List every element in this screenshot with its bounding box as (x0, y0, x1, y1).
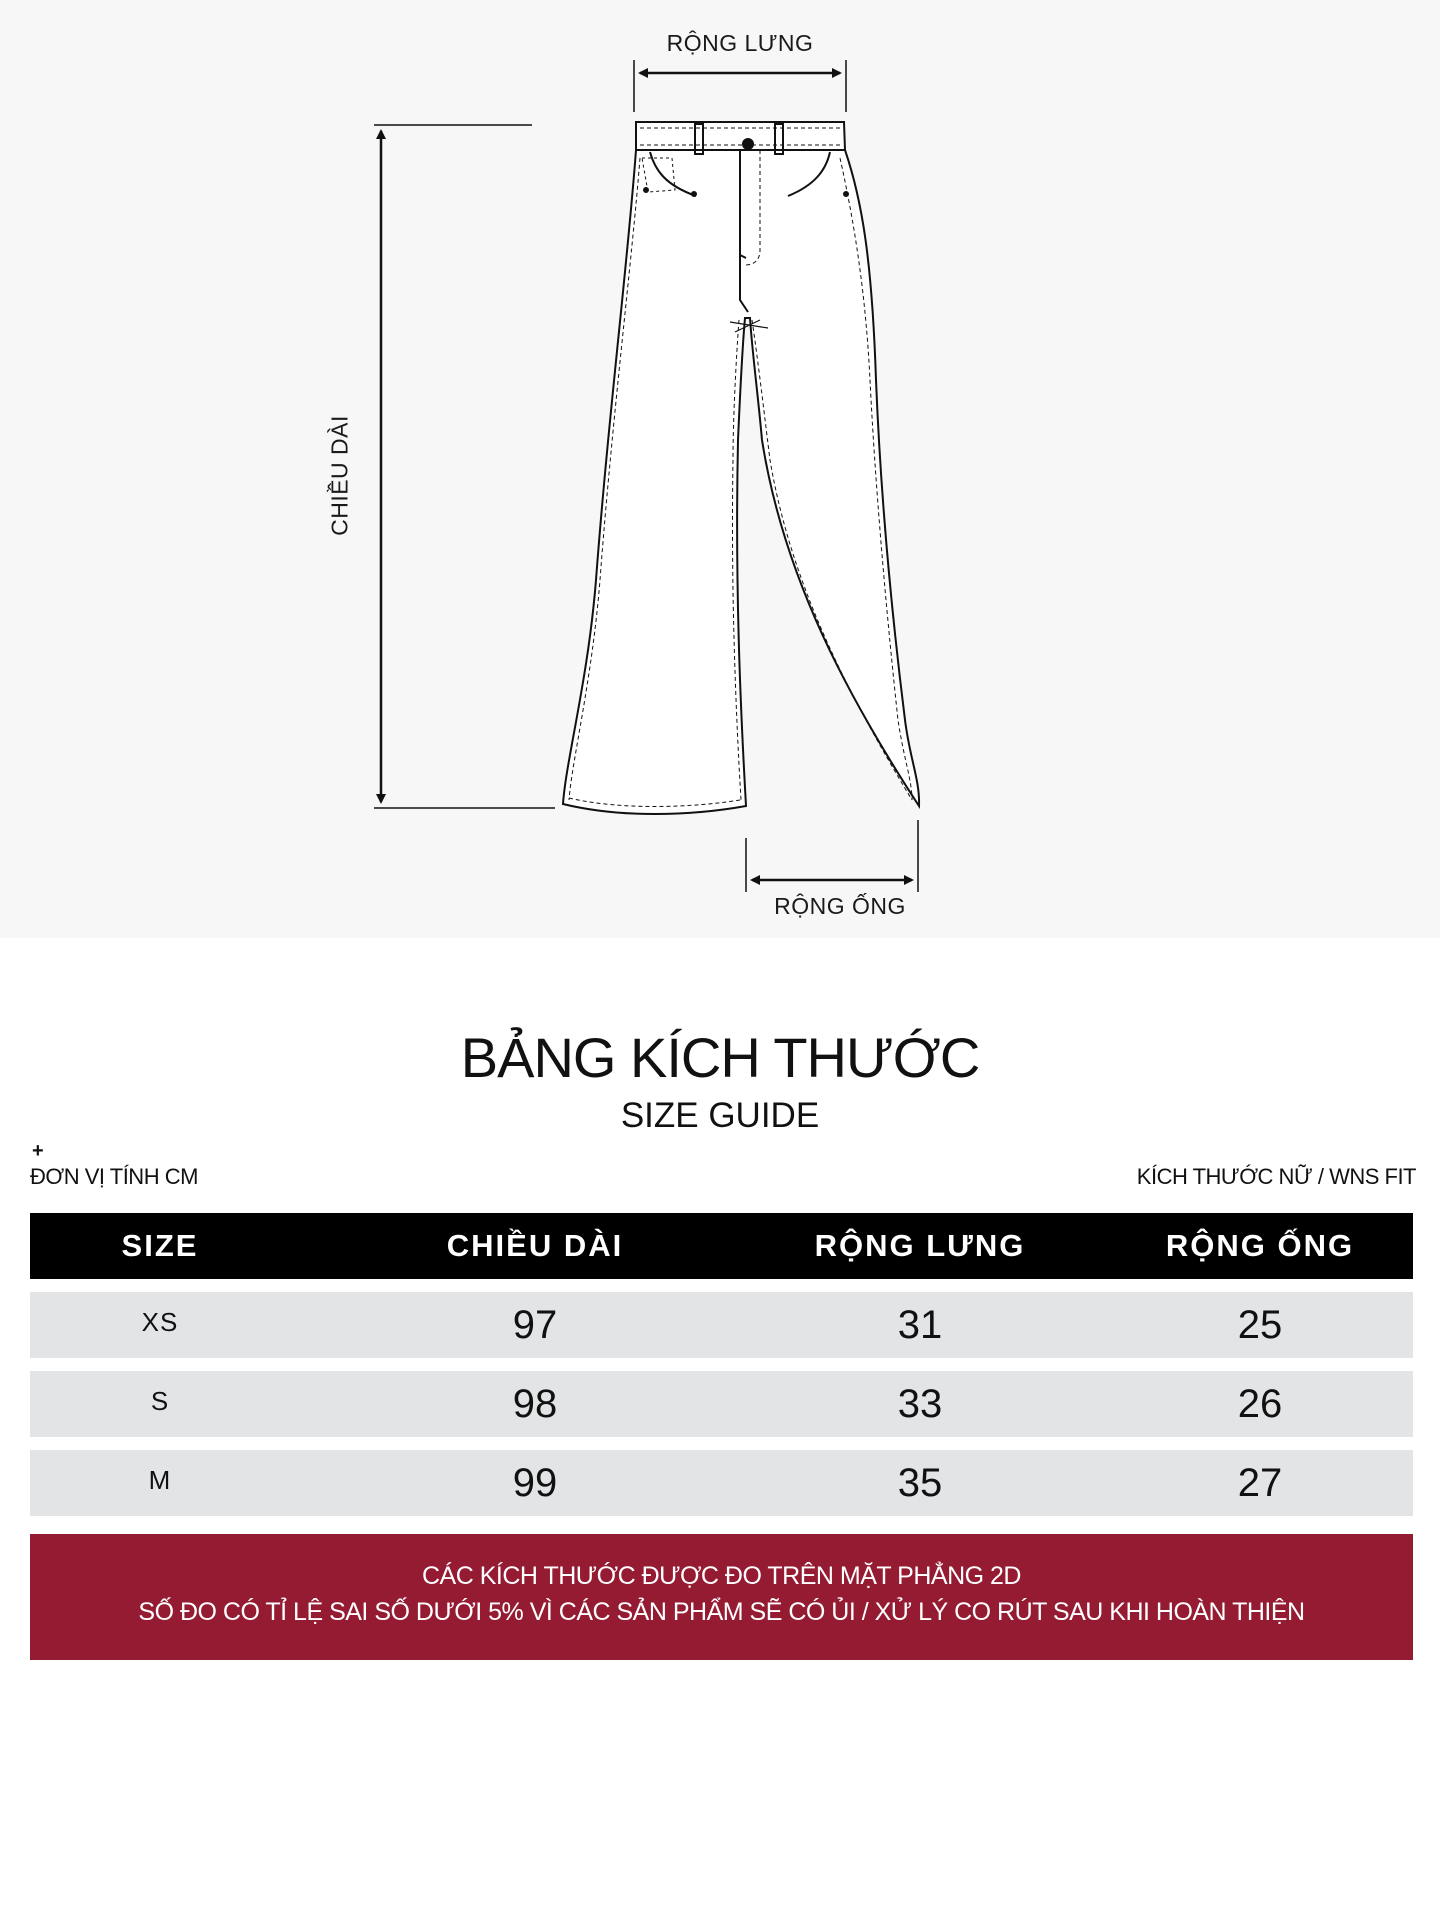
pants-outline (563, 122, 919, 814)
table-row (30, 1450, 1413, 1516)
flare-pants-illustration (0, 0, 1440, 938)
hem-cell: 27 (1237, 1461, 1283, 1505)
unit-label: ĐƠN VỊ TÍNH CM (30, 1164, 198, 1189)
length-label: CHIỀU DÀI (326, 415, 353, 536)
page-title: BẢNG KÍCH THƯỚC (460, 1026, 980, 1089)
header-length: CHIỀU DÀI (446, 1228, 624, 1263)
header-hem: RỘNG ỐNG (1165, 1228, 1355, 1263)
fit-label: KÍCH THƯỚC NỮ / WNS FIT (1136, 1164, 1416, 1189)
table-row (30, 1371, 1413, 1437)
page-subtitle: SIZE GUIDE (620, 1096, 820, 1135)
length-cell: 98 (512, 1382, 558, 1426)
length-cell: 99 (512, 1461, 558, 1505)
header-waist: RỘNG LƯNG (814, 1228, 1026, 1263)
waist-cell: 33 (897, 1382, 943, 1426)
measurement-notice (30, 1534, 1413, 1660)
notice-line-2: SỐ ĐO CÓ TỈ LỆ SAI SỐ DƯỚI 5% VÌ CÁC SẢN PHẨM SẼ CÓ ỦI / XỬ LÝ CO RÚT SAU KHI HOÀN THIỆN (138, 1598, 1305, 1626)
size-cell: S (150, 1386, 170, 1416)
size-cell: XS (141, 1307, 179, 1337)
waist-dimension-line (634, 60, 846, 112)
plus-icon: + (32, 1140, 44, 1162)
table-row (30, 1292, 1413, 1358)
waist-cell: 31 (897, 1303, 943, 1347)
waist-width-label: RỘNG LƯNG (666, 30, 814, 56)
length-cell: 97 (512, 1303, 558, 1347)
header-size: SIZE (121, 1228, 199, 1263)
measurement-diagram (0, 0, 1440, 938)
length-dimension-line (374, 125, 555, 808)
notice-line-1: CÁC KÍCH THƯỚC ĐƯỢC ĐO TRÊN MẶT PHẲNG 2D (422, 1562, 1021, 1590)
hem-dimension-line (746, 820, 918, 892)
hem-cell: 26 (1237, 1382, 1283, 1426)
waist-cell: 35 (897, 1461, 943, 1505)
size-cell: M (148, 1465, 172, 1495)
hem-width-label: RỘNG ỐNG (774, 893, 906, 919)
hem-cell: 25 (1237, 1303, 1283, 1347)
size-table-header (30, 1213, 1413, 1279)
